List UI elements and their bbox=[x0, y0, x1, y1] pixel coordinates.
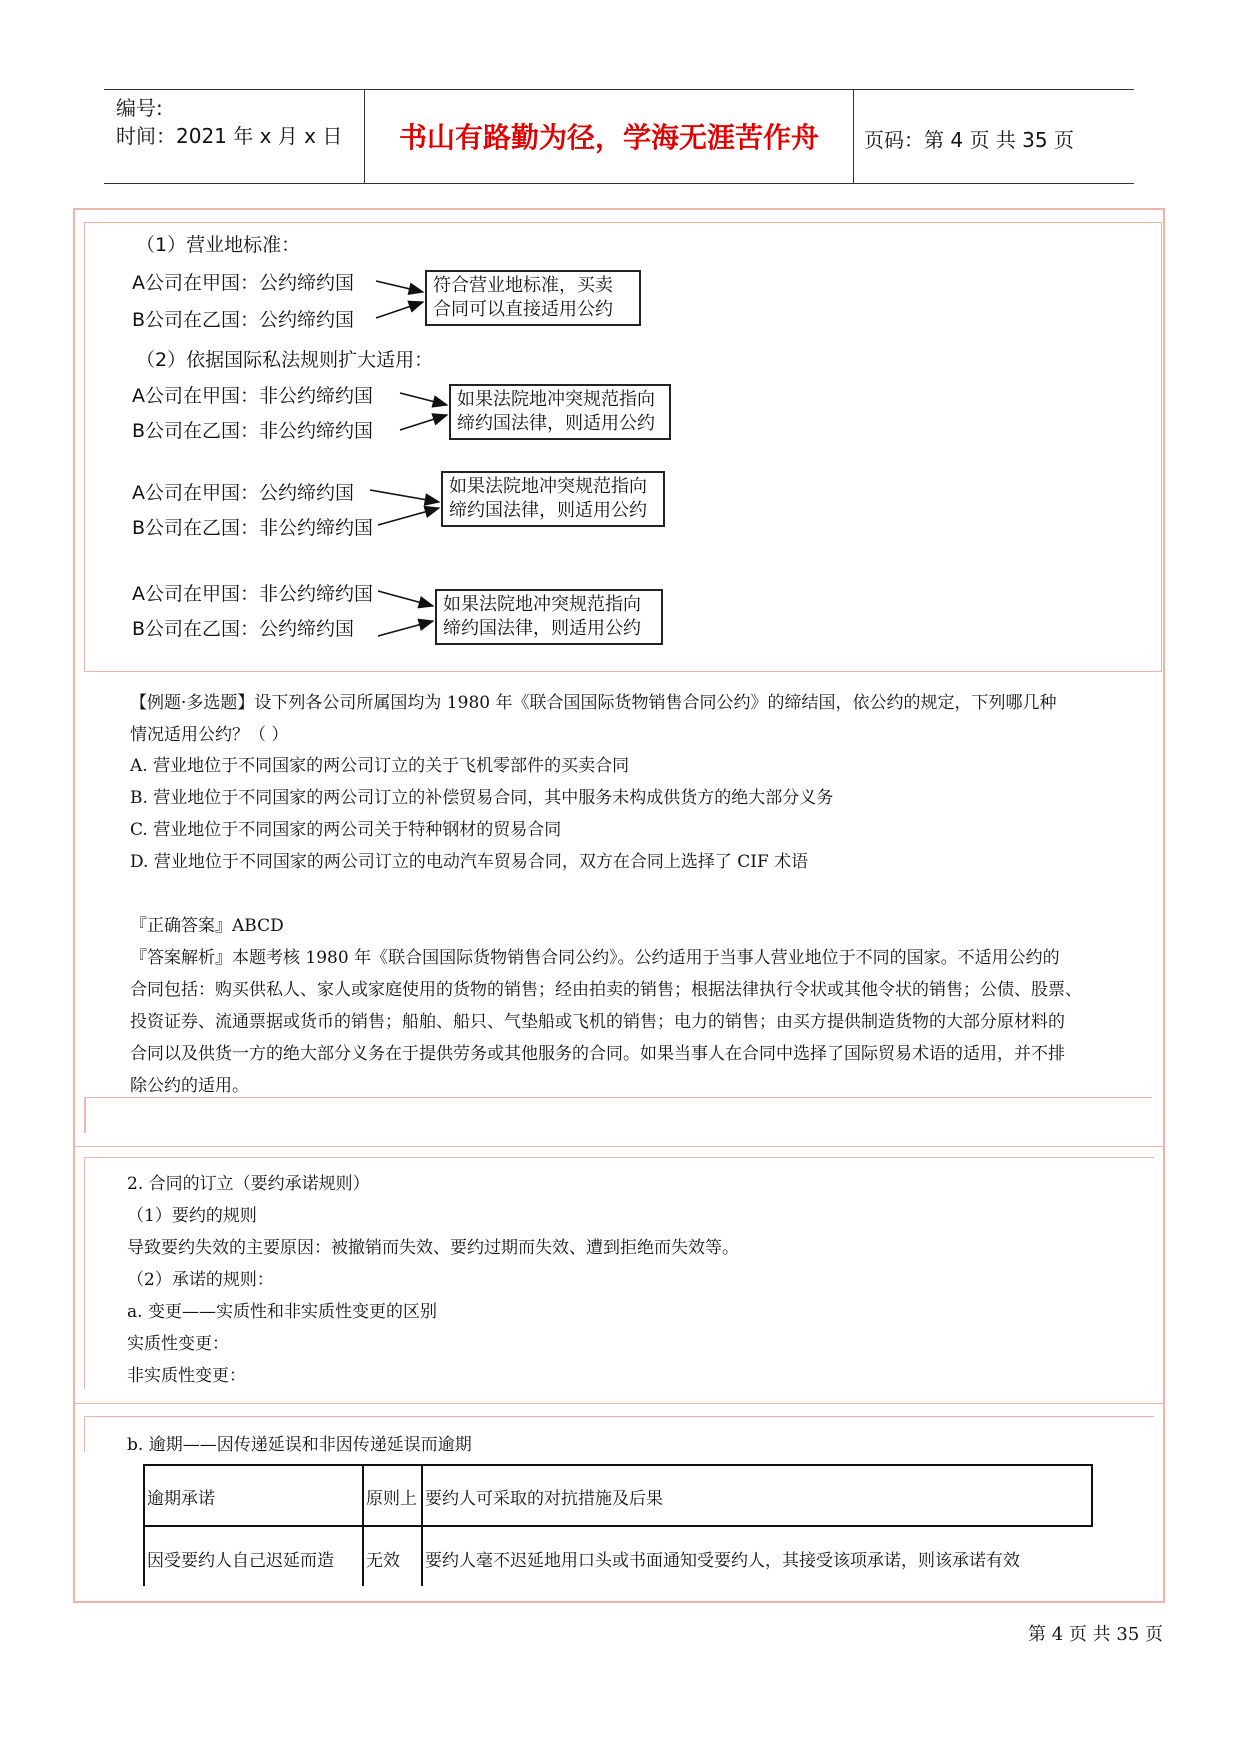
option-c: C. 营业地位于不同国家的两公司关于特种钢材的贸易合同 bbox=[130, 820, 562, 840]
section2-heading: 2. 合同的订立（要约承诺规则） bbox=[127, 1174, 370, 1194]
diagram-title-1: （1）营业地标准： bbox=[136, 234, 301, 256]
g2-company-b: B公司在乙国：非公约缔约国 bbox=[132, 420, 374, 442]
time-label: 时间：2021 年 x 月 x 日 bbox=[116, 124, 343, 148]
arrow-g1-a bbox=[376, 281, 423, 292]
g3-box-line-1: 如果法院地冲突规范指向 bbox=[449, 476, 647, 497]
table-row2-col3: 要约人毫不迟延地用口头或书面通知受要约人，其接受该项承诺，则该承诺有效 bbox=[425, 1551, 1020, 1571]
table-border bbox=[143, 1464, 1093, 1466]
section2-sub-1: （1）要约的规则 bbox=[127, 1206, 257, 1226]
arrow-g3-a bbox=[370, 490, 439, 502]
divider bbox=[84, 1097, 1152, 1098]
explanation-line-5: 除公约的适用。 bbox=[130, 1076, 249, 1096]
explanation-line-2: 合同包括：购买供私人、家人或家庭使用的货物的销售；经由拍卖的销售；根据法律执行令状或其他令状的销售；公债、股票、 bbox=[130, 980, 1082, 1000]
section2-item-b: b. 逾期——因传递延误和非因传递延误而逾期 bbox=[127, 1435, 472, 1455]
table-border bbox=[1091, 1464, 1093, 1525]
explanation-line-4: 合同以及供货一方的绝大部分义务在于提供劳务或其他服务的合同。如果当事人在合同中选择了国际贸易术语的适用，并不排 bbox=[130, 1044, 1065, 1064]
g1-box-line-2: 合同可以直接适用公约 bbox=[433, 299, 613, 320]
section2-nonsubstantive: 非实质性变更： bbox=[127, 1366, 246, 1386]
arrow-g4-b bbox=[378, 621, 433, 636]
g3-box-line-2: 缔约国法律，则适用公约 bbox=[449, 500, 647, 521]
divider bbox=[73, 1403, 1165, 1404]
g1-box-line-1: 符合营业地标准，买卖 bbox=[433, 275, 613, 296]
g4-company-b: B公司在乙国：公约缔约国 bbox=[132, 618, 355, 640]
g1-company-b: B公司在乙国：公约缔约国 bbox=[132, 309, 355, 331]
overdue-acceptance-table bbox=[143, 1464, 1093, 1586]
section2-text-1: 导致要约失效的主要原因：被撤销而失效、要约过期而失效、遭到拒绝而失效等。 bbox=[127, 1238, 739, 1258]
page-footer: 第 4 页 共 35 页 bbox=[1028, 1624, 1163, 1645]
g4-box-line-2: 缔约国法律，则适用公约 bbox=[443, 618, 641, 639]
diagram-title-2: （2）依据国际私法规则扩大适用： bbox=[136, 349, 434, 371]
table-row1-col1: 逾期承诺 bbox=[147, 1489, 215, 1509]
table-row2-col2: 无效 bbox=[366, 1551, 400, 1571]
g1-company-a: A公司在甲国：公约缔约国 bbox=[132, 272, 354, 294]
section2-sub-2: （2）承诺的规则： bbox=[127, 1270, 274, 1290]
option-a: A. 营业地位于不同国家的两公司订立的关于飞机零部件的买卖合同 bbox=[130, 756, 630, 776]
table-border bbox=[143, 1464, 145, 1586]
g2-box-line-1: 如果法院地冲突规范指向 bbox=[457, 389, 655, 410]
arrow-g3-b bbox=[378, 508, 439, 525]
g4-company-a: A公司在甲国：非公约缔约国 bbox=[132, 583, 373, 605]
g2-box-line-2: 缔约国法律，则适用公约 bbox=[457, 413, 655, 434]
option-b: B. 营业地位于不同国家的两公司订立的补偿贸易合同，其中服务未构成供货方的绝大部分义务 bbox=[130, 788, 834, 808]
arrow-g1-b bbox=[376, 302, 423, 318]
number-label: 编号: bbox=[116, 96, 163, 120]
header-motto: 书山有路勤为径，学海无涯苦作舟 bbox=[398, 121, 819, 154]
question-line-1: 【例题·多选题】设下列各公司所属国均为 1980 年《联合国国际货物销售合同公约》的缔结国，依公约的规定，下列哪几种 bbox=[130, 693, 1057, 713]
g4-box-line-1: 如果法院地冲突规范指向 bbox=[443, 594, 641, 615]
section2-item-a: a. 变更——实质性和非实质性变更的区别 bbox=[127, 1302, 437, 1322]
option-d: D. 营业地位于不同国家的两公司订立的电动汽车贸易合同，双方在合同上选择了 CIF 术语 bbox=[130, 852, 809, 872]
arrow-g4-a bbox=[378, 591, 433, 606]
table-border bbox=[362, 1464, 364, 1586]
table-border bbox=[143, 1525, 1093, 1527]
header-page-info: 页码：第 4 页 共 35 页 bbox=[864, 128, 1074, 152]
g2-company-a: A公司在甲国：非公约缔约国 bbox=[132, 385, 373, 407]
divider bbox=[73, 1146, 1165, 1147]
arrow-g2-b bbox=[400, 415, 447, 430]
correct-answer: 『正确答案』ABCD bbox=[130, 916, 284, 936]
table-row1-col2: 原则上 bbox=[366, 1489, 417, 1509]
divider bbox=[84, 1097, 86, 1133]
question-line-2: 情况适用公约？（ ） bbox=[130, 725, 289, 745]
arrow-g2-a bbox=[400, 393, 447, 405]
table-border bbox=[421, 1464, 423, 1586]
table-row1-col3: 要约人可采取的对抗措施及后果 bbox=[425, 1489, 663, 1509]
g3-company-b: B公司在乙国：非公约缔约国 bbox=[132, 517, 374, 539]
g3-company-a: A公司在甲国：公约缔约国 bbox=[132, 482, 354, 504]
explanation-line-1: 『答案解析』本题考核 1980 年《联合国国际货物销售合同公约》。公约适用于当事人营业地位于不同的国家。不适用公约的 bbox=[130, 948, 1060, 968]
section2-substantive: 实质性变更： bbox=[127, 1334, 229, 1354]
table-row2-col1: 因受要约人自己迟延而造 bbox=[147, 1551, 334, 1571]
explanation-line-3: 投资证券、流通票据或货币的销售；船舶、船只、气垫船或飞机的销售；电力的销售；由买方提供制造货物的大部分原材料的 bbox=[130, 1012, 1065, 1032]
